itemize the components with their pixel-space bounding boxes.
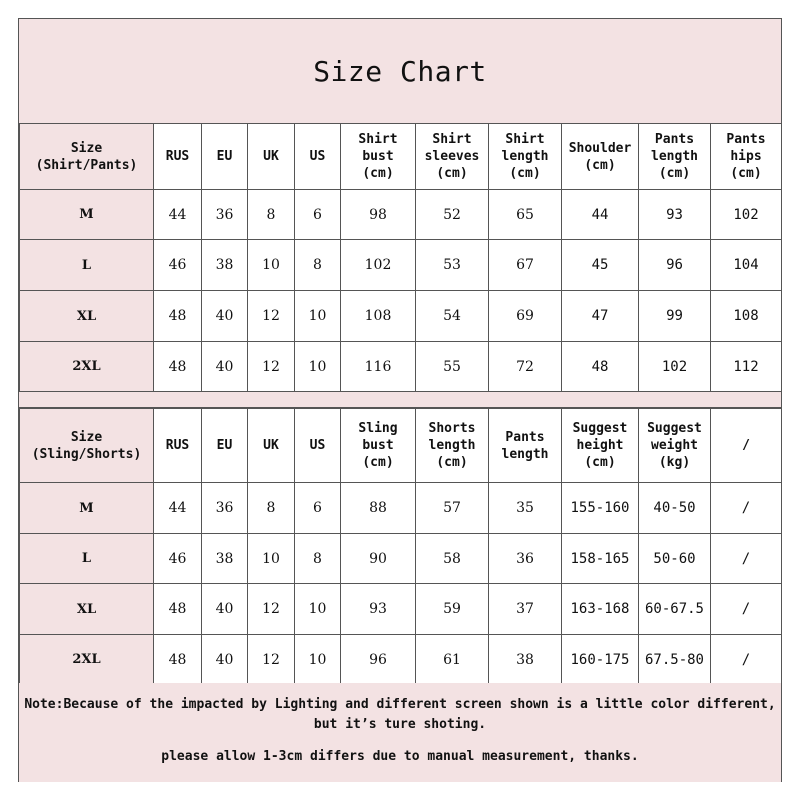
table-cell: 40-50	[639, 483, 711, 534]
column-header: Shirt length (cm)	[489, 124, 562, 190]
column-header: Shirt sleeves (cm)	[416, 124, 489, 190]
size-column-header: Size (Shirt/Pants)	[20, 124, 154, 190]
table-cell: 52	[416, 190, 489, 240]
table-cell: 48	[154, 342, 202, 392]
table-cell: 53	[416, 240, 489, 291]
table-cell: 65	[489, 190, 562, 240]
column-header: EU	[202, 124, 248, 190]
table-cell: 102	[711, 190, 782, 240]
table-row	[20, 635, 782, 685]
table-cell: 48	[562, 342, 639, 392]
table-cell: 58	[416, 534, 489, 584]
table-cell: 36	[489, 534, 562, 584]
table-cell: 67	[489, 240, 562, 291]
table-cell: /	[711, 483, 782, 534]
table-cell: 48	[154, 584, 202, 635]
table-cell: 40	[202, 635, 248, 685]
table-cell: /	[711, 584, 782, 635]
size-label-cell: 2XL	[20, 635, 154, 685]
table-row	[20, 240, 782, 291]
table-cell: 69	[489, 291, 562, 342]
table-cell: 10	[295, 584, 341, 635]
table-cell: 36	[202, 483, 248, 534]
table-cell: 60-67.5	[639, 584, 711, 635]
table-cell: 57	[416, 483, 489, 534]
table-row	[20, 534, 782, 584]
table-cell: 40	[202, 291, 248, 342]
note-box	[19, 683, 781, 782]
table-header-row	[20, 124, 782, 190]
size-column-header: Size (Sling/Shorts)	[20, 409, 154, 483]
table-cell: 8	[248, 190, 295, 240]
table-cell: 45	[562, 240, 639, 291]
table-cell: 10	[295, 342, 341, 392]
column-header: UK	[248, 409, 295, 483]
table-cell: 61	[416, 635, 489, 685]
note-text: Note:Because of the impacted by Lighting and different screen shown is a little color different, but it’s ture shoting.	[24, 697, 776, 732]
table-cell: 160-175	[562, 635, 639, 685]
table-cell: 38	[202, 240, 248, 291]
table-cell: 6	[295, 483, 341, 534]
table-cell: 10	[295, 635, 341, 685]
table-cell: 108	[341, 291, 416, 342]
title-banner	[19, 19, 781, 124]
table-cell: 40	[202, 584, 248, 635]
table-cell: 88	[341, 483, 416, 534]
table-row	[20, 190, 782, 240]
table-cell: 12	[248, 584, 295, 635]
column-header: RUS	[154, 409, 202, 483]
table-cell: 46	[154, 240, 202, 291]
table-cell: 50-60	[639, 534, 711, 584]
table-cell: 90	[341, 534, 416, 584]
table-cell: 8	[295, 534, 341, 584]
column-header: UK	[248, 124, 295, 190]
table-cell: 38	[202, 534, 248, 584]
table-cell: 93	[639, 190, 711, 240]
table-cell: 102	[639, 342, 711, 392]
column-header: EU	[202, 409, 248, 483]
table-cell: 44	[562, 190, 639, 240]
table-cell: 112	[711, 342, 782, 392]
table-row	[20, 291, 782, 342]
table-cell: 10	[295, 291, 341, 342]
table-cell: 6	[295, 190, 341, 240]
table-cell: 102	[341, 240, 416, 291]
sling-shorts-size-table	[19, 408, 782, 685]
table-row	[20, 342, 782, 392]
table-cell: 98	[341, 190, 416, 240]
table-cell: 155-160	[562, 483, 639, 534]
size-label-cell: XL	[20, 291, 154, 342]
size-label-cell: M	[20, 190, 154, 240]
table-cell: 10	[248, 534, 295, 584]
table-cell: 96	[639, 240, 711, 291]
table-cell: 8	[248, 483, 295, 534]
table-cell: 8	[295, 240, 341, 291]
table-cell: 93	[341, 584, 416, 635]
table-cell: 116	[341, 342, 416, 392]
table-cell: 48	[154, 291, 202, 342]
table-cell: 12	[248, 635, 295, 685]
column-header: Pants length	[489, 409, 562, 483]
table-cell: 36	[202, 190, 248, 240]
table-cell: 59	[416, 584, 489, 635]
table-cell: 10	[248, 240, 295, 291]
table-cell: 104	[711, 240, 782, 291]
column-header: Suggest height (cm)	[562, 409, 639, 483]
column-header: RUS	[154, 124, 202, 190]
table-cell: 44	[154, 483, 202, 534]
column-header: US	[295, 409, 341, 483]
table-cell: 108	[711, 291, 782, 342]
table-cell: 158-165	[562, 534, 639, 584]
size-label-cell: XL	[20, 584, 154, 635]
table-separator	[19, 391, 781, 408]
column-header: Suggest weight (kg)	[639, 409, 711, 483]
table-cell: /	[711, 534, 782, 584]
size-label-cell: 2XL	[20, 342, 154, 392]
table-cell: 38	[489, 635, 562, 685]
size-label-cell: L	[20, 240, 154, 291]
column-header: /	[711, 409, 782, 483]
table-cell: 55	[416, 342, 489, 392]
column-header: Shoulder (cm)	[562, 124, 639, 190]
note-measurement-text: please allow 1-3cm differs due to manual measurement, thanks.	[161, 749, 639, 764]
table-cell: 12	[248, 342, 295, 392]
table-cell: /	[711, 635, 782, 685]
table-cell: 96	[341, 635, 416, 685]
table-cell: 37	[489, 584, 562, 635]
table-cell: 44	[154, 190, 202, 240]
table-cell: 99	[639, 291, 711, 342]
page-title: Size Chart	[313, 54, 487, 88]
table-cell: 40	[202, 342, 248, 392]
column-header: Pants hips (cm)	[711, 124, 782, 190]
column-header: Sling bust (cm)	[341, 409, 416, 483]
table-cell: 163-168	[562, 584, 639, 635]
table-cell: 67.5-80	[639, 635, 711, 685]
table-cell: 46	[154, 534, 202, 584]
column-header: Shorts length (cm)	[416, 409, 489, 483]
size-chart-frame	[18, 18, 782, 782]
table-row	[20, 483, 782, 534]
column-header: Pants length (cm)	[639, 124, 711, 190]
table-cell: 35	[489, 483, 562, 534]
table-header-row	[20, 409, 782, 483]
column-header: Shirt bust (cm)	[341, 124, 416, 190]
table-row	[20, 584, 782, 635]
table-cell: 47	[562, 291, 639, 342]
size-label-cell: L	[20, 534, 154, 584]
table-cell: 72	[489, 342, 562, 392]
table-cell: 54	[416, 291, 489, 342]
table-cell: 12	[248, 291, 295, 342]
column-header: US	[295, 124, 341, 190]
table-cell: 48	[154, 635, 202, 685]
shirt-pants-size-table	[19, 123, 782, 392]
size-label-cell: M	[20, 483, 154, 534]
